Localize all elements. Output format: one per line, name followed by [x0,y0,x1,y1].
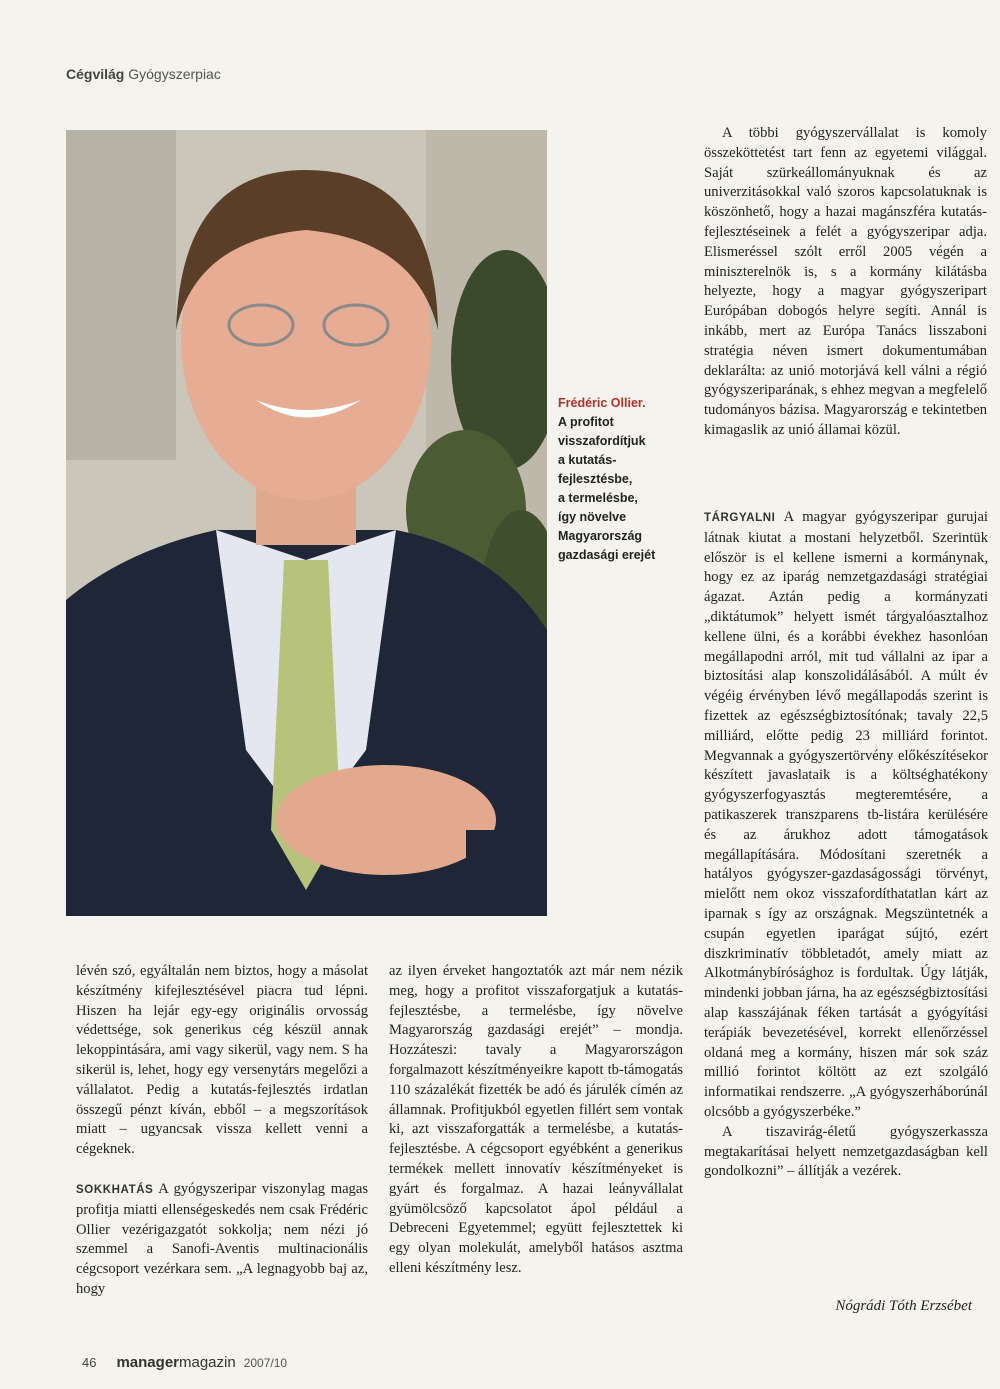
portrait-photo [66,130,547,916]
photo-caption [558,394,698,565]
caption-name: Frédéric Ollier. [558,396,646,410]
paragraph [76,1180,368,1300]
paragraph: A többi gyógyszervállalat is komoly összeköttetést tart fenn az egyetemi világgal. Saját szürkeállományuknak és az univerzitásokkal való szoros kapcsolatuknak is köszönhető, hogy a hazai magánszféra kutatás-fejlesztéseinek a felét a gyógyszeripar adja. Elismeréssel szólt erről 2005 végén a miniszterelnök is, s a kormány kilátásba helyezte, hogy a magyar gyógyszeripart Európában dobogós helyre segíti. Annál is inkább, mert az Európa Tanács lisszaboni stratégia néven ismert dokumentumában deklarálta: az unió motorjává kell válni a régió gyógyszeriparának, s ehhez megvan a megfelelő tudományos bázisa. Magyarország e tekintetben kimagaslik az unió államai közül. [704,125,987,438]
page-number: 46 [82,1355,97,1370]
subsection-name: Gyógyszerpiac [128,66,221,82]
section-header [66,66,221,82]
kicker-sokkhatas: SOKKHATÁS [76,1183,154,1196]
portrait-illustration [66,130,547,916]
paragraph [704,508,988,1123]
magazine-name-part1: manager [116,1354,179,1371]
paragraph-text: A gyógyszeripar viszonylag magas profitja miatti ellenségeskedés nem csak Frédéric Ollier vezérigazgatót sokkolja; nem nézi jó szemmel a Sanofi-Aventis multinacionális cégcsoport vezérkara sem. „A legnagyobb baj az, hogy [76,1180,368,1297]
kicker-targyalni: TÁRGYALNI [704,512,776,524]
caption-text: A profitot visszafordítjuk a kutatás- fejlesztésbe, a termelésbe, így növelve Magyarország gazdasági erejét [558,415,656,562]
issue-number: 2007/10 [243,1356,288,1370]
paragraph: az ilyen érveket hangoztatók azt már nem nézik meg, hogy a profitot visszaforgatjuk a kutatás-fejlesztésbe, a termelésbe, így növelve Magyarország gazdasági erejét” – mondja. Hozzáteszi: tavaly a Magyarországon forgalmazott készítményeikre kapott tb-támogatás 110 százalékát fizették be adó és járulék címén az államnak. Profitjukból egyetlen fillért sem vontak ki, azt visszaforgatták a termelésbe, a kutatás-fejlesztésbe. A cégcsoport egyébként a generikus termékek mellett innovatív készítményeket is gyárt és forgalmaz. A hazai leányvállalat gyümölcsöző kapcsolatot ápol például a Debreceni Egyetemmel; együtt fejlesztettek ki egy olyan molekulát, amelyből hatásos asztma elleni készítmény lesz. [389,963,683,1276]
paragraph: A tiszavirág-életű gyógyszerkassza megtakarításai helyett nemzetgazdaságban kell gondolkozni” – állítják a vezérek. [704,1123,988,1180]
magazine-name-part2: magazin [179,1354,236,1371]
page-footer [82,1354,287,1371]
article-column-2 [389,962,683,1279]
article-column-3-bottom [704,508,988,1182]
paragraph: lévén szó, egyáltalán nem biztos, hogy a másolat készítmény kifejlesztésével piacra tud lépni. Hiszen ha lejár egy-egy originális orvosság védettsége, sok generikus cég készül annak lekoppintására, ami vagy sikerül, vagy nem. S ha sikerül is, lehet, hogy egy versenytárs megelőzi a vállalatot. Pedig a kutatás-fejlesztés irdatlan összegű pénzt kíván, ebből – a megszorítások miatt – ugyancsak vissza kellett venni a cégeknek. [76,963,368,1158]
section-name: Cégvilág [66,66,125,82]
article-column-3-top [704,124,987,441]
author-signature: Nógrádi Tóth Erzsébet [835,1298,972,1314]
paragraph-text: A magyar gyógyszeripar gurujai látnak kiutat a mostani helyzetből. Szerintük először is el kellene ismerni a kormánynak, hogy ez az iparág nemzetgazdasági stratégiai ágazat. Aztán pedig a kormányzati „diktátumok” helyett ismét tárgyalóasztalhoz kellene ülni, és a korábbi évekhez hasonlóan megállapodni arról, mit tud vállalni az ipar a biztosítási alap konszolidálásából. A múlt év végéig érvényben lévő megállapodás szerint is fizettek az egészségbiztosítónak; tavaly 22,5 milliárd, előtte pedig 23 milliárd forintot. Megvannak a gyógyszertörvény előkészítésekor készített javaslataik is a költséghatékony gyógyszerfogyasztás megteremtésére, a patikaszerek transzparens tb-listára kerülésére és az árukhoz adott támogatások megállapítására. Módosítani szeretnék a hatályos gyógyszer-gazdaságossági törvényt, mielőtt nem okoz visszafordíthatatlan kárt az iparnak s így az országnak. Megszüntetnék a csupán egyetlen iparágat sújtó, ezért diszkriminatív többletadót, amely miatt az Alkotmánybírósághoz is fordultak. Úgy látják, mindenki jobban járna, ha az egészségbiztosítási alap kasszájának féken tartását a gyógyítási terápiák bevezetésével, korrekt ellenőrzéssel oldaná meg a kormány, hiszen már sok száz millió forintot költött az ezt szolgáló informatikai rendszerre. „A gyógyszerháborúnál olcsóbb a gyógyszerbéke.” [704,509,988,1120]
article-column-1 [76,962,368,1300]
